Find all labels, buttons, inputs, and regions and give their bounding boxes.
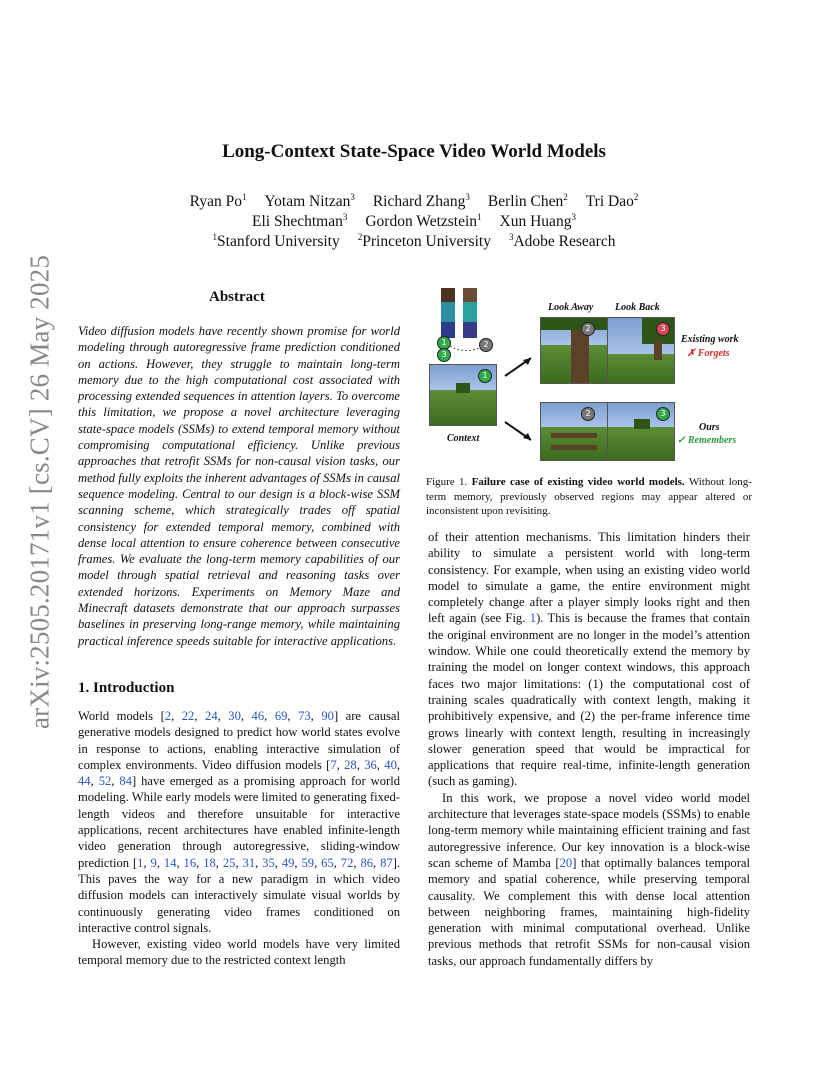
author-3: Berlin Chen$^2$ bbox=[487, 191, 568, 210]
existing-work-label: Existing work bbox=[681, 334, 739, 345]
introduction-body bbox=[78, 708, 400, 969]
affiliation-1: $^2$Princeton University bbox=[357, 231, 491, 250]
intro-citation-link[interactable]: 18 bbox=[203, 855, 216, 870]
forgets-label: ✗ Forgets bbox=[687, 348, 730, 359]
abstract-body: Video diffusion models have recently shown promise for world modeling through autoregressive frame prediction conditioned on actions. However, they struggle to maintain long-term memory due to the high computational cost associated with processing extended sequences in attention layers. To overcome this limitation, we propose a novel architecture leveraging state-space models (SSMs) to extend temporal memory without compromising computational efficiency. Unlike previous approaches that retrofit SSMs for non-causal vision tasks, our method fully exploits the inherent advantages of SSMs in causal sequence modeling. Central to our design is a block-wise SSM scanning scheme, which strategically trades off spatial consistency for extended temporal memory, combined with dense local attention to ensure coherence between consecutive frames. We evaluate the long-term memory capabilities of our model through spatial retrieval and reasoning tasks over extended horizons. Experiments on Memory Maze and Minecraft datasets demonstrate that our approach surpasses baselines in preserving long-range memory, while maintaining practical inference speeds suitable for interactive applications. bbox=[78, 324, 400, 648]
figure-1 bbox=[425, 282, 755, 467]
intro-citation-link[interactable]: 35 bbox=[262, 855, 275, 870]
abstract-heading: Abstract bbox=[209, 289, 265, 305]
intro-citation-link[interactable]: 31 bbox=[242, 855, 256, 870]
ours-label: Ours bbox=[699, 422, 720, 433]
author-line-2 bbox=[0, 213, 828, 231]
author-b-1: Gordon Wetzstein$^1$ bbox=[365, 211, 482, 230]
author-1: Yotam Nitzan$^3$ bbox=[264, 191, 355, 210]
existing-look-back-frame: 3 bbox=[607, 317, 675, 384]
caption-rest: Without long-term memory, previously observed regions may appear altered or inconsistent upon revisiting. bbox=[426, 476, 752, 517]
affiliation-line bbox=[0, 233, 828, 251]
intro-citation-link[interactable]: 90 bbox=[321, 709, 334, 723]
intro-citation-link[interactable]: 69 bbox=[274, 709, 288, 723]
intro-citation-link[interactable]: 84 bbox=[119, 774, 132, 789]
figure-caption bbox=[426, 475, 752, 519]
intro-citation-link[interactable]: 2 bbox=[164, 709, 172, 723]
intro-citation-link[interactable]: 9 bbox=[150, 855, 157, 870]
right-p1-citation-link[interactable]: 1 bbox=[529, 611, 537, 626]
intro-citation-link[interactable]: 40 bbox=[384, 757, 397, 772]
intro-citation-link[interactable]: 44 bbox=[78, 774, 91, 789]
intro-citation-link[interactable]: 25 bbox=[222, 855, 236, 870]
look-away-label: Look Away bbox=[548, 302, 594, 313]
intro-citation-link[interactable]: 36 bbox=[364, 757, 377, 772]
affiliation-2: $^3$Adobe Research bbox=[508, 231, 616, 250]
intro-citation-link[interactable]: 86 bbox=[360, 855, 374, 870]
affiliation-0: $^1$Stanford University bbox=[212, 231, 340, 250]
intro-citation-link[interactable]: 1 bbox=[137, 855, 144, 870]
context-frame: 1 bbox=[429, 364, 497, 426]
remembers-label: ✓ Remembers bbox=[677, 435, 737, 446]
intro-citation-link[interactable]: 24 bbox=[205, 709, 218, 723]
ours-look-away-frame: 2 bbox=[540, 402, 608, 461]
badge-2: 2 bbox=[479, 338, 493, 352]
character-sprites bbox=[437, 288, 487, 340]
author-b-0: Eli Shechtman$^3$ bbox=[252, 211, 348, 230]
badge-3: 3 bbox=[437, 348, 451, 362]
intro-paragraph-2: However, existing video world models have very limited temporal memory due to the restricted context length bbox=[78, 937, 400, 968]
context-label: Context bbox=[447, 433, 480, 444]
caption-prefix: Figure 1. bbox=[426, 476, 468, 488]
intro-citation-link[interactable]: 22 bbox=[181, 709, 195, 723]
intro-citation-link[interactable]: 87 bbox=[380, 855, 393, 870]
arrows-icon bbox=[501, 354, 537, 444]
intro-citation-link[interactable]: 52 bbox=[98, 774, 112, 789]
arxiv-identifier: arXiv:2505.20171v1 [cs.CV] 26 May 2025 bbox=[24, 254, 55, 730]
introduction-heading: 1. Introduction bbox=[78, 680, 175, 696]
caption-bold: Failure case of existing video world models. bbox=[471, 476, 685, 488]
intro-citation-link[interactable]: 16 bbox=[183, 855, 197, 870]
intro-citation-link[interactable]: 49 bbox=[281, 855, 295, 870]
existing-look-away-frame: 2 bbox=[540, 317, 608, 384]
intro-paragraph-1: World models [2, 22, 24, 30, 46, 69, 73, 90] are causal generative models designed to predict how world states evolve in response to actions, enabling interactive simulation of complex environments. Video diffusion models [7, 28, 36, 40, 44, 52, 84] have emerged as a promising approach for world modeling. While early models were limited to generating fixed-length videos and therefore unsuitable for interactive applications, recent architectures have enabled infinite-length video generation through autoregressive, sliding-window prediction [1, 9, 14, 16, 18, 25, 31, 35, 49, 59, 65, 72, 86, 87]. This paves the way for a new paradigm in which video diffusion models can interactively simulate visual worlds by continuously generating video frames conditioned on interactive control signals. bbox=[78, 709, 401, 935]
look-back-label: Look Back bbox=[615, 302, 660, 313]
intro-citation-link[interactable]: 65 bbox=[321, 855, 334, 870]
badge-1: 1 bbox=[437, 336, 451, 350]
intro-citation-link[interactable]: 73 bbox=[298, 709, 311, 723]
author-2: Richard Zhang$^3$ bbox=[372, 191, 470, 210]
author-line-1 bbox=[0, 193, 828, 211]
right-column-body bbox=[428, 529, 750, 969]
ours-look-back-frame: 3 bbox=[607, 402, 675, 461]
author-b-2: Xun Huang$^3$ bbox=[499, 211, 576, 230]
right-paragraph-1: of their attention mechanisms. This limitation hinders their ability to simulate a persistent world with long-term consistency. For example, when using an existing video world model to simulate a game, the entire environment might completely change after a player simply looks right and then left again (see Fig. 1). This is because the frames that contain the original environment are no longer in the model’s attention window. While one could theoretically extend the memory by training the model on longer context windows, this approach faces two major limitations: (1) the computational cost of training scales quadratically with context length, making it prohibitively expensive, and (2) the per-frame inference time grows linearly with context length, resulting in increasingly slower generation speed that would be impractical for applications that require real-time, infinite-length generation (such as gaming). bbox=[428, 530, 751, 789]
author-0: Ryan Po$^1$ bbox=[189, 191, 247, 210]
right-p2-citation-link[interactable]: 20 bbox=[559, 855, 573, 870]
right-paragraph-2: In this work, we propose a novel video world model architecture that leverages state-space models (SSMs) to enable long-term memory while maintaining efficient training and fast autoregressive inference. Our key innovation is a block-wise scan scheme of Mamba [20] that optimally balances temporal memory and spatial coherence, while preserving temporal causality. We complement this with dense local attention between neighboring frames, maintaining high-fidelity generation with minimal computational overhead. Unlike previous methods that retrofit SSMs for non-causal vision tasks, our approach fundamentally differs by bbox=[428, 790, 751, 968]
paper-title: Long-Context State-Space Video World Models bbox=[222, 141, 606, 162]
intro-citation-link[interactable]: 59 bbox=[301, 855, 315, 870]
intro-citation-link[interactable]: 28 bbox=[344, 757, 357, 772]
author-4: Tri Dao$^2$ bbox=[585, 191, 639, 210]
intro-citation-link[interactable]: 30 bbox=[228, 709, 241, 723]
intro-citation-link[interactable]: 46 bbox=[251, 709, 265, 723]
intro-citation-link[interactable]: 7 bbox=[330, 757, 337, 772]
intro-citation-link[interactable]: 72 bbox=[340, 855, 354, 870]
intro-citation-link[interactable]: 14 bbox=[163, 855, 177, 870]
